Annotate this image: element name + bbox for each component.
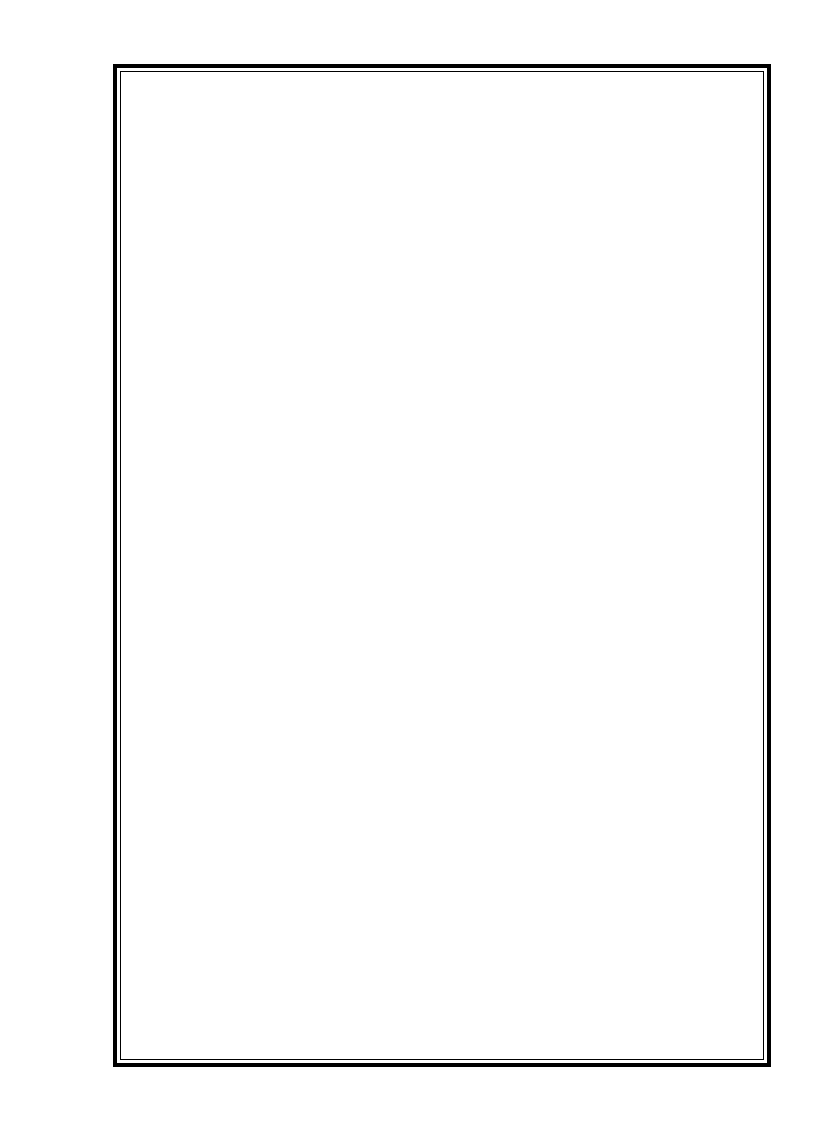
subheading-b — [124, 124, 764, 141]
subheading-a — [124, 107, 764, 124]
section-heading — [124, 90, 764, 107]
page-border-inner — [120, 71, 764, 1060]
document-body — [124, 90, 764, 142]
